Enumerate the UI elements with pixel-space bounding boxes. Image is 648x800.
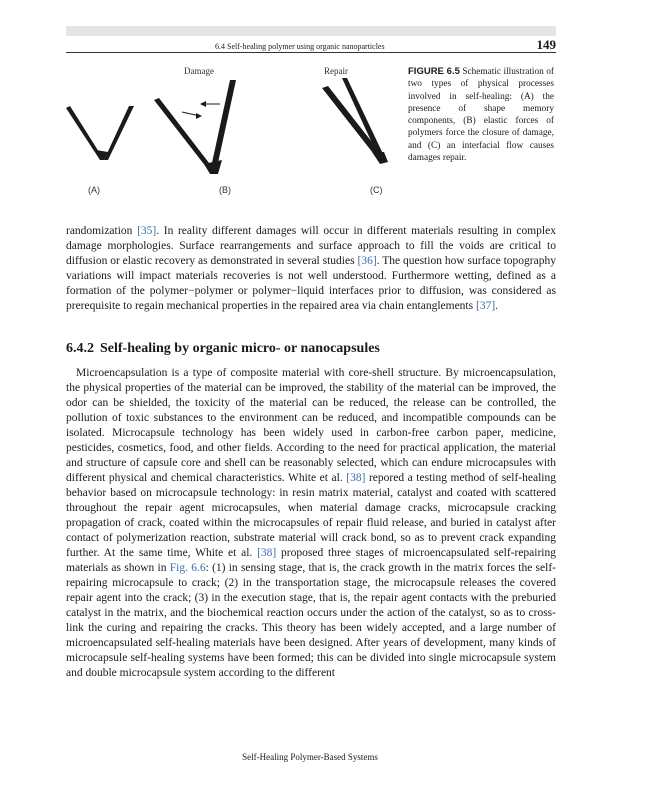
arrow-right-head (196, 113, 202, 119)
citation-link-35[interactable]: [35] (137, 225, 157, 237)
arrow-left-head (200, 101, 206, 107)
damage-label: Damage (184, 66, 214, 76)
header-bar (66, 26, 556, 36)
panel-b-crack-right (210, 80, 236, 172)
figure-link-6-6[interactable]: Fig. 6.6 (169, 562, 206, 574)
citation-link-38a[interactable]: [38] (346, 472, 366, 484)
header-rule (66, 52, 556, 53)
citation-link-36[interactable]: [36] (357, 255, 377, 267)
panel-label-c: (C) (370, 185, 383, 195)
repair-label: Repair (324, 66, 348, 76)
citation-link-38b[interactable]: [38] (257, 547, 277, 559)
body-paragraph: Microencapsulation is a type of composite material with core-shell structure. By microencapsulation, the physical properties of the material can be improved, the stability of the material can be improved, the odor can be shielded, the toxicity of the material can be reduced, the release can be controlled, the pollution of toxic substances to the environment can be reduced, and incompatible compounds can be isolated. Microcapsule technology has been widely used in carbon-free carbon paper, medicine, pesticides, cosmetics, food, and other fields. According to the need for practical application, the material and structure of capsule core and shell can be reasonably selected, which can endure microcapsules with different physical and chemical characteristics. White et al. [38] repored a testing method of self-healing behavior based on microcapsule technology: in resin matrix material, catalyst and coated with scattered throughout the repair agent microcapsules, when material damage cracks, microcapsule cracking propagation of crack, coated within the microcapsules of repair fluid release, and buried in catalyst after contact of polymerization reaction, substrate material will crack bond, so as to prevent crack expanding further. At the same time, White et al. [38] proposed three stages of microencapsulated self-repairing materials as shown in Fig. 6.6: (1) in sensing stage, that is, the crack growth in the matrix forces the self-repairing microcapsule to crack; (2) in the transportation stage, the microcapsule releases the covered repair agent into the crack; (3) in the execution stage, that is, the repair agent contacts with the preburied catalyst in the matrix, and the biochemical reaction occurs under the action of the catalyst, so as to cross-link the curing and repairing the cracks. This theory has been widely accepted, and a large number of microencapsulated self-healing materials have been designed. After years of development, many kinds of microcapsule self-healing systems have been formed; this can be divided into single microcapsule system and double microcapsule system according to the different (66, 367, 556, 679)
running-title: 6.4 Self-healing polymer using organic nanoparticles (215, 42, 385, 51)
panel-label-b: (B) (219, 185, 231, 195)
section-title: Self-healing by organic micro- or nanocapsules (100, 341, 380, 356)
caption-text: Schematic illustration of two types of physical processes involved in self-healing: (A) the presence of shape memory components, (B) elastic forces of polymers force the closure of damage, and (C) an interfacial flow causes damages repair. (408, 67, 554, 164)
panel-a-crack-shape-2 (104, 106, 134, 160)
figure-6-5 (66, 60, 396, 200)
figure-caption (408, 66, 554, 164)
panel-b-crack-left (154, 98, 216, 172)
footer-book-title: Self-Healing Polymer-Based Systems (242, 752, 378, 762)
section-number: 6.4.2 (66, 341, 94, 356)
citation-link-37[interactable]: [37] (475, 300, 496, 312)
panel-label-a: (A) (88, 185, 100, 195)
section-heading (66, 341, 380, 357)
panel-c-crack-base (372, 152, 388, 164)
caption-label: FIGURE 6.5 (408, 66, 460, 77)
intro-paragraph: randomization [35]. In reality different damages will occur in different materials resulting in complex damage morphologies. Surface rearrangements and surface approach to fill the voids are critical to diffusion or elastic recovery as demonstrated in several studies [36]. The question how surface topography variations will impact materials recoveries is not well understood. Furthermore wetting, defined as a formation of the polymer−polymer or polymer−liquid interfaces prior to diffusion, was considered as prerequisite to regain mechanical properties in the repaired area via chain entanglements [37]. (66, 225, 556, 312)
page-number: 149 (536, 37, 556, 52)
